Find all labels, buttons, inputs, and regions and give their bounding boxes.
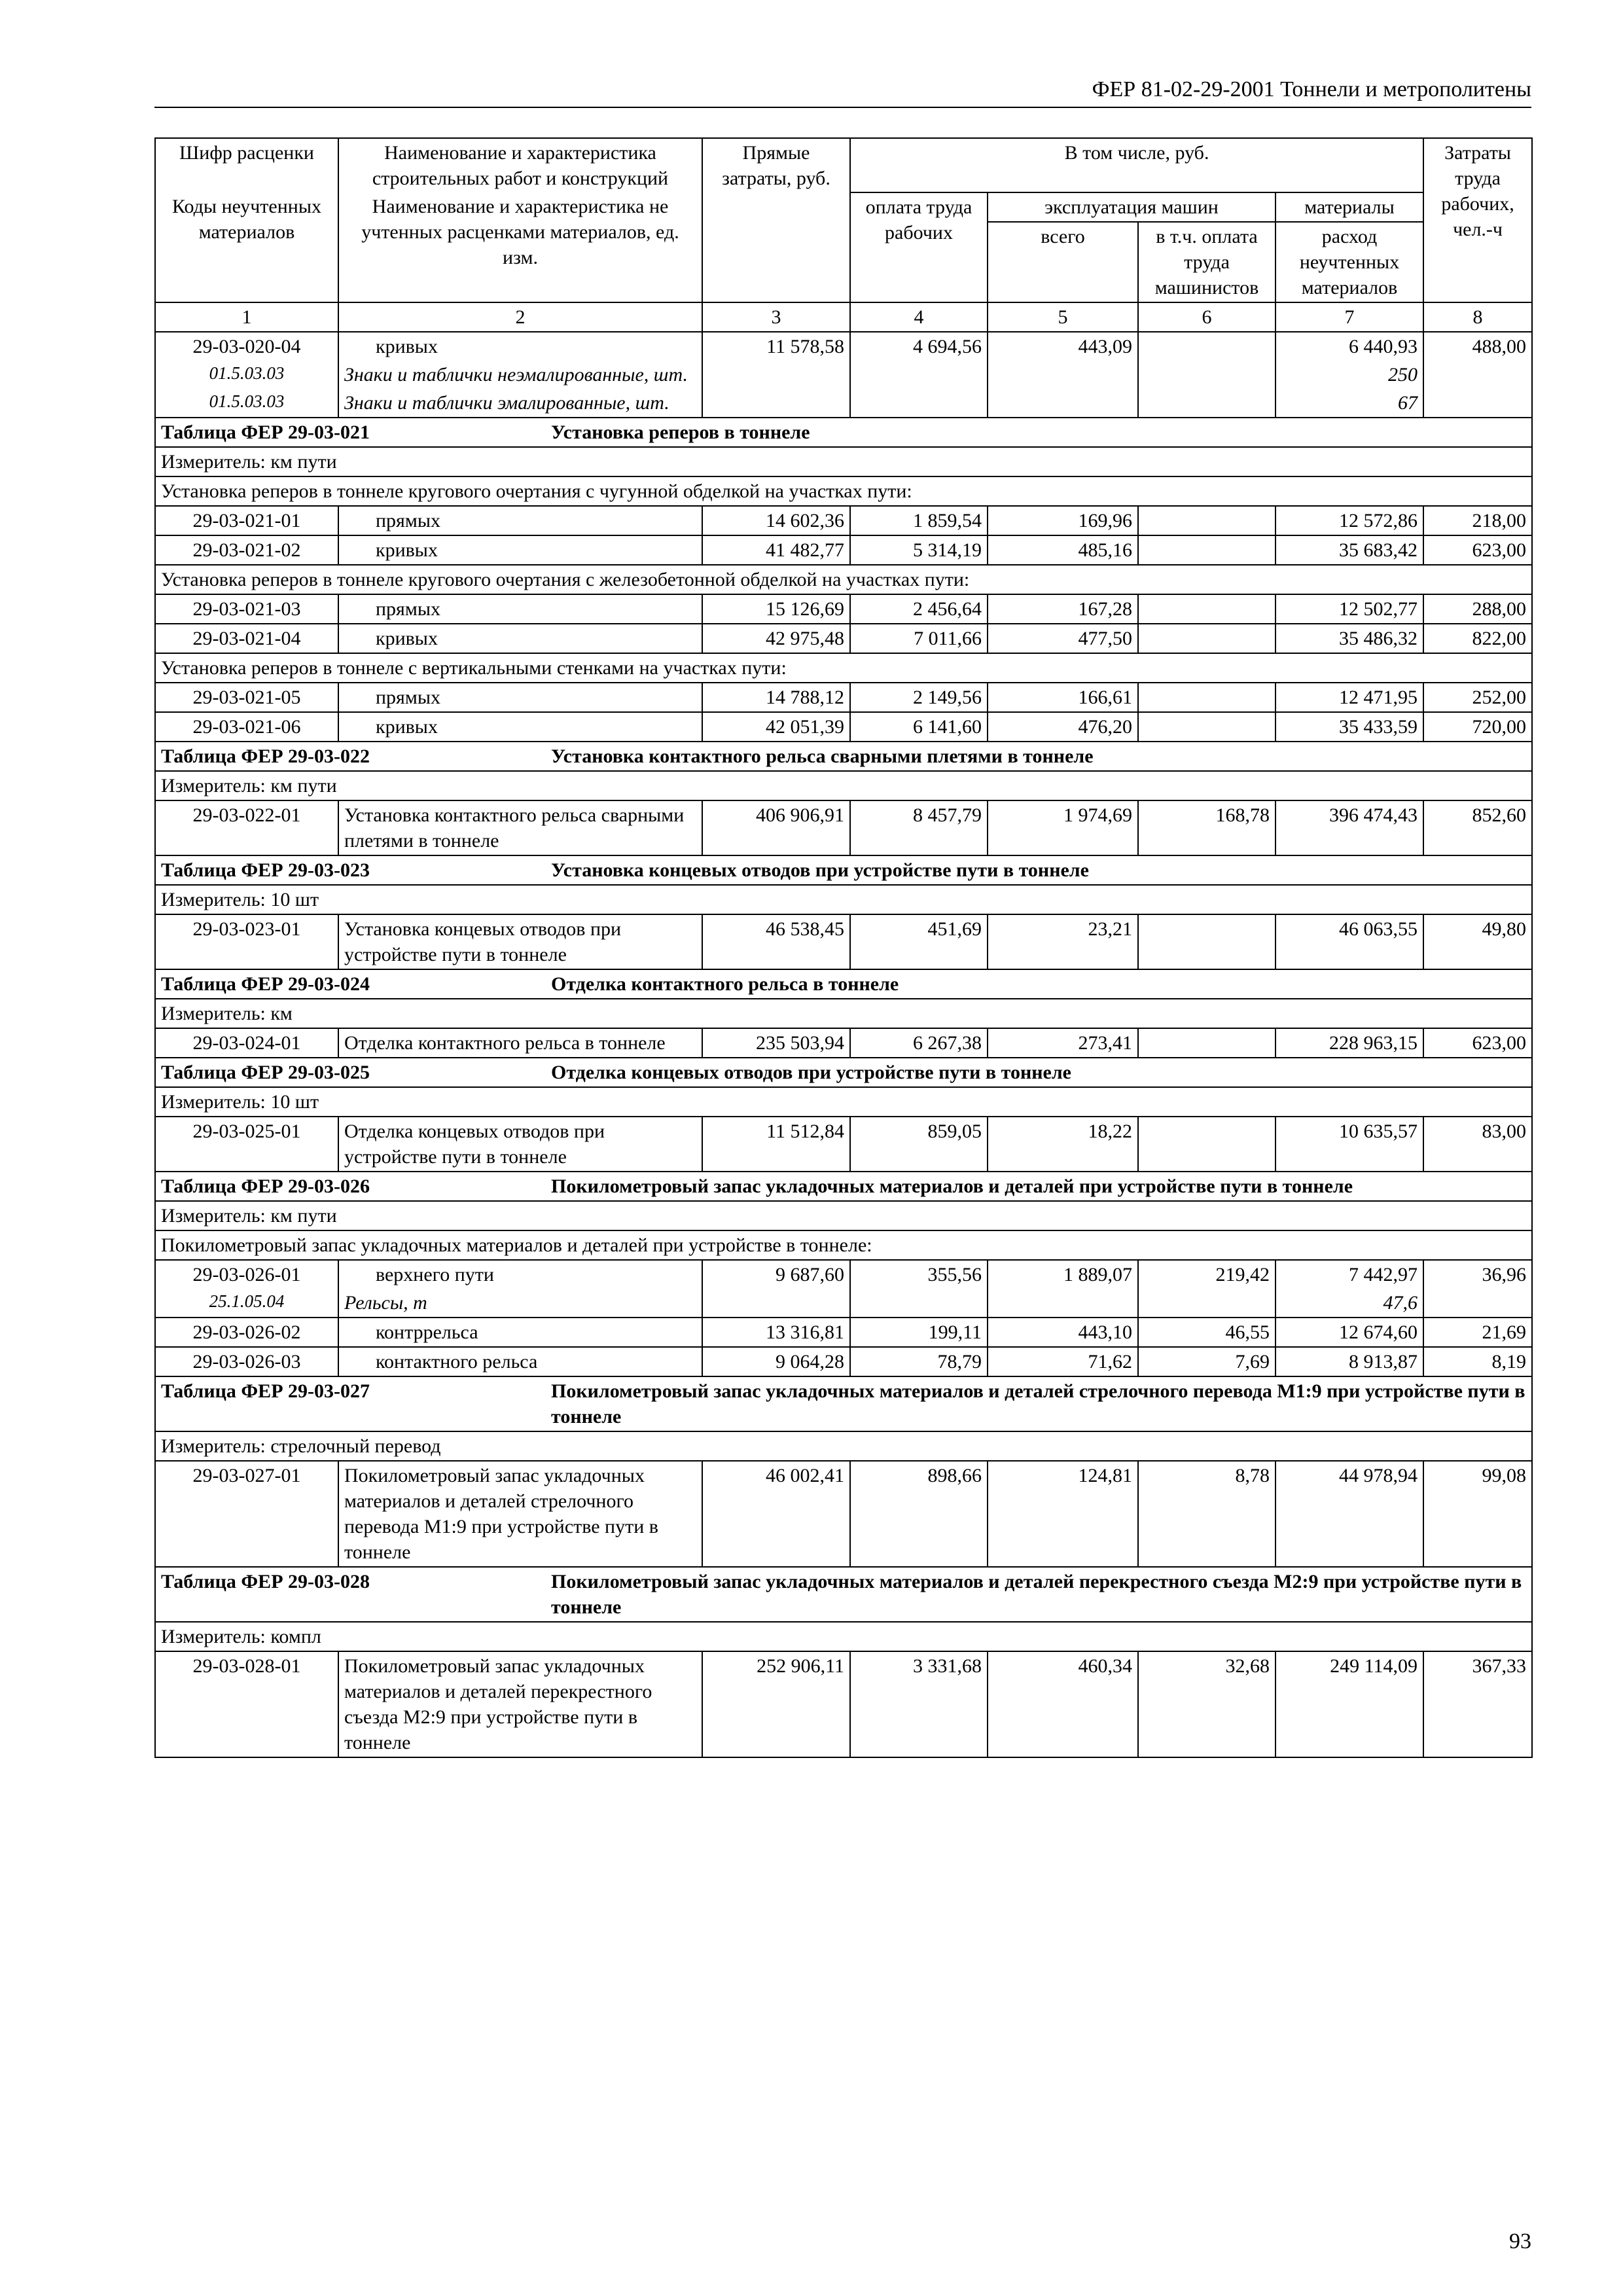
material-name: Знаки и таблички эмалированные, шт.: [338, 389, 702, 418]
materials-cell: 12 572,86: [1275, 506, 1423, 535]
measure-unit: Измеритель: км пути: [155, 771, 1532, 800]
code-cell: 29-03-026-02: [155, 1318, 338, 1347]
code-cell: 29-03-021-05: [155, 683, 338, 712]
machinists-cell: [1138, 594, 1275, 624]
table-row: [155, 535, 1532, 565]
machinists-cell: [1138, 683, 1275, 712]
direct-cell: 46 538,45: [702, 914, 850, 969]
wages-cell: 6 267,38: [850, 1028, 988, 1058]
machines-cell: 273,41: [988, 1028, 1138, 1058]
direct-cell: 46 002,41: [702, 1461, 850, 1567]
machines-cell: 71,62: [988, 1347, 1138, 1376]
wages-cell: 859,05: [850, 1117, 988, 1172]
wages-cell: 355,56: [850, 1260, 988, 1318]
wages-cell: 2 456,64: [850, 594, 988, 624]
direct-cell: 406 906,91: [702, 800, 850, 855]
table-title-label: Таблица ФЕР 29-03-022: [161, 745, 370, 767]
name-cell: Установка контактного рельса сварными плетями в тоннеле: [338, 800, 702, 855]
table-row: [155, 1347, 1532, 1376]
table-title: Установка реперов в тоннеле: [551, 422, 810, 443]
table-row: [155, 1117, 1532, 1172]
material-qty: 67: [1275, 389, 1423, 418]
labor-cell: 218,00: [1423, 506, 1532, 535]
labor-cell: 49,80: [1423, 914, 1532, 969]
materials-cell: 12 471,95: [1275, 683, 1423, 712]
col-machines-header: эксплуатация машин: [988, 192, 1275, 222]
material-code: 01.5.03.03: [155, 389, 338, 418]
section-heading: Установка реперов в тоннеле кругового очертания с чугунной обделкой на участках пути:: [155, 476, 1532, 506]
name-cell: Установка концевых отводов при устройстве пути в тоннеле: [338, 914, 702, 969]
wages-cell: 78,79: [850, 1347, 988, 1376]
running-header: ФЕР 81-02-29-2001 Тоннели и метрополитены: [1092, 77, 1531, 101]
machines-cell: 443,09: [988, 332, 1138, 418]
name-cell: прямых: [338, 683, 702, 712]
wages-cell: 2 149,56: [850, 683, 988, 712]
code-cell: 29-03-025-01: [155, 1117, 338, 1172]
table-row: [155, 594, 1532, 624]
labor-cell: 83,00: [1423, 1117, 1532, 1172]
table-row: [155, 332, 1532, 361]
table-row: [155, 1260, 1532, 1289]
machines-cell: 1 889,07: [988, 1260, 1138, 1318]
materials-cell: 228 963,15: [1275, 1028, 1423, 1058]
table-row: [155, 914, 1532, 969]
material-code: 01.5.03.03: [155, 361, 338, 389]
material-name: Знаки и таблички неэмалированные, шт.: [338, 361, 702, 389]
col-number: 8: [1423, 302, 1532, 332]
wages-cell: 4 694,56: [850, 332, 988, 418]
section-heading: Установка реперов в тоннеле с вертикальными стенками на участках пути:: [155, 653, 1532, 683]
table-title-label: Таблица ФЕР 29-03-021: [161, 422, 370, 443]
labor-cell: 288,00: [1423, 594, 1532, 624]
table-title: Установка контактного рельса сварными плетями в тоннеле: [551, 745, 1094, 767]
labor-cell: 488,00: [1423, 332, 1532, 418]
code-cell: 29-03-023-01: [155, 914, 338, 969]
materials-cell: 12 674,60: [1275, 1318, 1423, 1347]
materials-cell: 7 442,97: [1275, 1260, 1423, 1289]
table-row: [155, 506, 1532, 535]
direct-cell: 14 602,36: [702, 506, 850, 535]
table-row: [155, 1651, 1532, 1757]
material-qty: 250: [1275, 361, 1423, 389]
machines-cell: 167,28: [988, 594, 1138, 624]
col-number: 4: [850, 302, 988, 332]
wages-cell: 451,69: [850, 914, 988, 969]
direct-cell: 42 975,48: [702, 624, 850, 653]
code-cell: 29-03-021-02: [155, 535, 338, 565]
name-cell: кривых: [338, 535, 702, 565]
measure-unit: Измеритель: км пути: [155, 1201, 1532, 1230]
name-cell: Отделка концевых отводов при устройстве пути в тоннеле: [338, 1117, 702, 1172]
direct-cell: 42 051,39: [702, 712, 850, 742]
wages-cell: 7 011,66: [850, 624, 988, 653]
name-cell: прямых: [338, 506, 702, 535]
measure-unit: Измеритель: км пути: [155, 447, 1532, 476]
machinists-cell: [1138, 1028, 1275, 1058]
col-number: 1: [155, 302, 338, 332]
table-title-row: [155, 742, 1532, 771]
machines-cell: 1 974,69: [988, 800, 1138, 855]
table-title-row: [155, 969, 1532, 999]
col-direct-header: Прямые затраты, руб.: [702, 138, 850, 302]
col-machines-total-header: всего: [988, 222, 1138, 302]
labor-cell: 36,96: [1423, 1260, 1532, 1318]
table-title-label: Таблица ФЕР 29-03-027: [161, 1380, 370, 1402]
name-cell: контррельса: [338, 1318, 702, 1347]
name-cell: контактного рельса: [338, 1347, 702, 1376]
col-materials-header: материалы: [1275, 192, 1423, 222]
machines-cell: 485,16: [988, 535, 1138, 565]
machines-cell: 443,10: [988, 1318, 1138, 1347]
measure-unit: Измеритель: компл: [155, 1622, 1532, 1651]
materials-cell: 46 063,55: [1275, 914, 1423, 969]
col-name-sub-header: Наименование и характеристика не учтенных расценками материалов, ед. изм.: [338, 192, 702, 302]
machinists-cell: [1138, 1117, 1275, 1172]
col-labor-header: Затраты труда рабочих, чел.-ч: [1423, 138, 1532, 302]
code-cell: 29-03-022-01: [155, 800, 338, 855]
table-row: [155, 683, 1532, 712]
wages-cell: 1 859,54: [850, 506, 988, 535]
machinists-cell: 32,68: [1138, 1651, 1275, 1757]
machines-cell: 477,50: [988, 624, 1138, 653]
name-cell: Покилометровый запас укладочных материалов и деталей стрелочного перевода М1:9 при устройстве пути в тоннеле: [338, 1461, 702, 1567]
price-table: [154, 137, 1533, 1758]
table-title: Отделка концевых отводов при устройстве пути в тоннеле: [551, 1062, 1071, 1083]
code-cell: 29-03-027-01: [155, 1461, 338, 1567]
direct-cell: 13 316,81: [702, 1318, 850, 1347]
table-row: [155, 800, 1532, 855]
col-number: 3: [702, 302, 850, 332]
measure-unit: Измеритель: стрелочный перевод: [155, 1431, 1532, 1461]
name-cell: кривых: [338, 712, 702, 742]
materials-cell: 6 440,93: [1275, 332, 1423, 361]
col-machinists-header: в т.ч. оплата труда машинистов: [1138, 222, 1275, 302]
table-title-row: [155, 855, 1532, 885]
machines-cell: 166,61: [988, 683, 1138, 712]
name-cell: кривых: [338, 624, 702, 653]
labor-cell: 21,69: [1423, 1318, 1532, 1347]
name-cell: верхнего пути: [338, 1260, 702, 1289]
table-title-row: [155, 1058, 1532, 1087]
table-title-label: Таблица ФЕР 29-03-025: [161, 1062, 370, 1083]
table-row: [155, 1461, 1532, 1567]
code-cell: 29-03-021-03: [155, 594, 338, 624]
materials-cell: 396 474,43: [1275, 800, 1423, 855]
labor-cell: 252,00: [1423, 683, 1532, 712]
materials-cell: 10 635,57: [1275, 1117, 1423, 1172]
table-title: Покилометровый запас укладочных материалов и деталей стрелочного перевода М1:9 при устройстве пути в тоннеле: [551, 1380, 1525, 1427]
table-title: Покилометровый запас укладочных материалов и деталей при устройстве пути в тоннеле: [551, 1175, 1353, 1197]
code-cell: 29-03-026-01: [155, 1260, 338, 1289]
machinists-cell: [1138, 535, 1275, 565]
section-heading: Покилометровый запас укладочных материалов и деталей при устройстве в тоннеле:: [155, 1230, 1532, 1260]
machinists-cell: 8,78: [1138, 1461, 1275, 1567]
machines-cell: 476,20: [988, 712, 1138, 742]
materials-cell: 12 502,77: [1275, 594, 1423, 624]
machinists-cell: 168,78: [1138, 800, 1275, 855]
machinists-cell: 7,69: [1138, 1347, 1275, 1376]
materials-cell: 249 114,09: [1275, 1651, 1423, 1757]
table-title-row: [155, 418, 1532, 447]
col-number: 2: [338, 302, 702, 332]
table-title-label: Таблица ФЕР 29-03-024: [161, 973, 370, 995]
table-title: Покилометровый запас укладочных материалов и деталей перекрестного съезда М2:9 при устройстве пути в тоннеле: [551, 1571, 1522, 1618]
machines-cell: 124,81: [988, 1461, 1138, 1567]
direct-cell: 235 503,94: [702, 1028, 850, 1058]
labor-cell: 99,08: [1423, 1461, 1532, 1567]
col-code-sub-header: Коды неучтенных материалов: [155, 192, 338, 302]
code-cell: 29-03-020-04: [155, 332, 338, 361]
name-cell: Отделка контактного рельса в тоннеле: [338, 1028, 702, 1058]
machinists-cell: [1138, 914, 1275, 969]
labor-cell: 623,00: [1423, 535, 1532, 565]
labor-cell: 367,33: [1423, 1651, 1532, 1757]
col-number: 7: [1275, 302, 1423, 332]
labor-cell: 822,00: [1423, 624, 1532, 653]
code-cell: 29-03-021-01: [155, 506, 338, 535]
column-numbers-row: [155, 302, 1532, 332]
code-cell: 29-03-026-03: [155, 1347, 338, 1376]
header-rule: [154, 107, 1531, 108]
wages-cell: 3 331,68: [850, 1651, 988, 1757]
col-code-header: Шифр расценки: [155, 138, 338, 192]
table-title-row: [155, 1172, 1532, 1201]
machinists-cell: 46,55: [1138, 1318, 1275, 1347]
machines-cell: 460,34: [988, 1651, 1138, 1757]
col-number: 6: [1138, 302, 1275, 332]
table-title-row: [155, 1567, 1532, 1622]
name-cell: Покилометровый запас укладочных материалов и деталей перекрестного съезда М2:9 при устройстве пути в тоннеле: [338, 1651, 702, 1757]
labor-cell: 8,19: [1423, 1347, 1532, 1376]
direct-cell: 41 482,77: [702, 535, 850, 565]
material-code: 25.1.05.04: [155, 1289, 338, 1318]
col-wages-header: оплата труда рабочих: [850, 192, 988, 302]
name-cell: прямых: [338, 594, 702, 624]
measure-unit: Измеритель: 10 шт: [155, 1087, 1532, 1117]
direct-cell: 9 064,28: [702, 1347, 850, 1376]
machinists-cell: 219,42: [1138, 1260, 1275, 1318]
machinists-cell: [1138, 624, 1275, 653]
measure-unit: Измеритель: 10 шт: [155, 885, 1532, 914]
wages-cell: 898,66: [850, 1461, 988, 1567]
wages-cell: 199,11: [850, 1318, 988, 1347]
direct-cell: 15 126,69: [702, 594, 850, 624]
table-title-label: Таблица ФЕР 29-03-023: [161, 859, 370, 881]
col-materials-sub-header: расход неучтенных материалов: [1275, 222, 1423, 302]
table-row: [155, 624, 1532, 653]
col-name-header: Наименование и характеристика строительных работ и конструкций: [338, 138, 702, 192]
machines-cell: 18,22: [988, 1117, 1138, 1172]
col-number: 5: [988, 302, 1138, 332]
page-number: 93: [1509, 2229, 1531, 2253]
code-cell: 29-03-024-01: [155, 1028, 338, 1058]
wages-cell: 8 457,79: [850, 800, 988, 855]
wages-cell: 6 141,60: [850, 712, 988, 742]
material-qty: 47,6: [1275, 1289, 1423, 1318]
labor-cell: 852,60: [1423, 800, 1532, 855]
machinists-cell: [1138, 506, 1275, 535]
machinists-cell: [1138, 712, 1275, 742]
col-including-header: В том числе, руб.: [850, 138, 1423, 192]
section-heading: Установка реперов в тоннеле кругового очертания с железобетонной обделкой на участках пути:: [155, 565, 1532, 594]
materials-cell: 8 913,87: [1275, 1347, 1423, 1376]
machines-cell: 169,96: [988, 506, 1138, 535]
table-title-label: Таблица ФЕР 29-03-026: [161, 1175, 370, 1197]
direct-cell: 11 578,58: [702, 332, 850, 418]
table-row: [155, 1318, 1532, 1347]
machines-cell: 23,21: [988, 914, 1138, 969]
code-cell: 29-03-028-01: [155, 1651, 338, 1757]
measure-unit: Измеритель: км: [155, 999, 1532, 1028]
code-cell: 29-03-021-06: [155, 712, 338, 742]
materials-cell: 35 433,59: [1275, 712, 1423, 742]
labor-cell: 720,00: [1423, 712, 1532, 742]
table-row: [155, 712, 1532, 742]
direct-cell: 9 687,60: [702, 1260, 850, 1318]
materials-cell: 35 683,42: [1275, 535, 1423, 565]
direct-cell: 252 906,11: [702, 1651, 850, 1757]
material-name: Рельсы, т: [338, 1289, 702, 1318]
materials-cell: 44 978,94: [1275, 1461, 1423, 1567]
direct-cell: 11 512,84: [702, 1117, 850, 1172]
code-cell: 29-03-021-04: [155, 624, 338, 653]
table-row: [155, 1028, 1532, 1058]
name-cell: кривых: [338, 332, 702, 361]
machinists-cell: [1138, 332, 1275, 418]
table-title-label: Таблица ФЕР 29-03-028: [161, 1571, 370, 1592]
table-title: Установка концевых отводов при устройстве пути в тоннеле: [551, 859, 1089, 881]
labor-cell: 623,00: [1423, 1028, 1532, 1058]
materials-cell: 35 486,32: [1275, 624, 1423, 653]
wages-cell: 5 314,19: [850, 535, 988, 565]
direct-cell: 14 788,12: [702, 683, 850, 712]
table-title: Отделка контактного рельса в тоннеле: [551, 973, 899, 995]
table-title-row: [155, 1376, 1532, 1431]
